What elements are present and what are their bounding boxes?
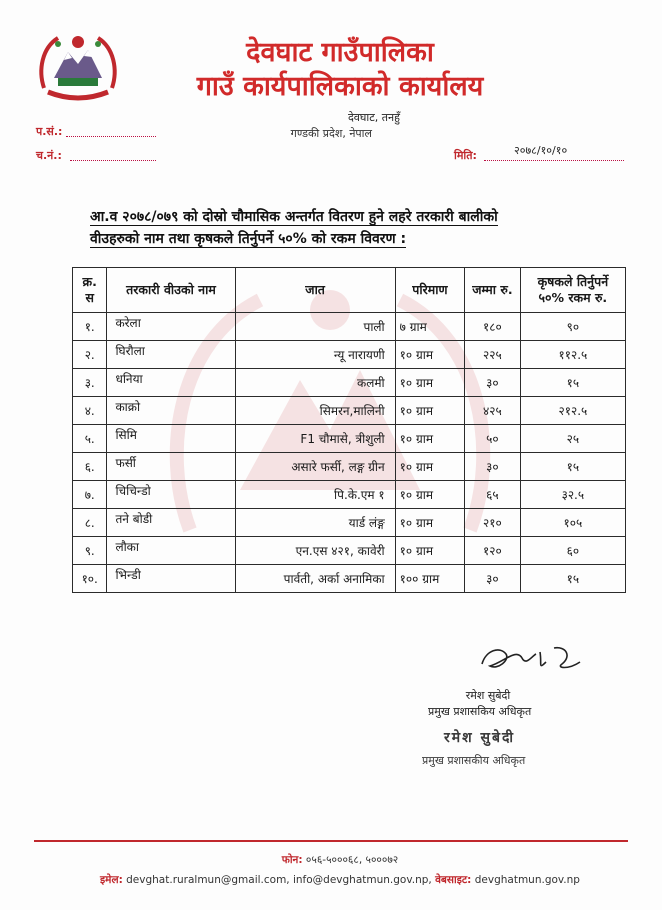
cell-amount: ३० — [465, 369, 521, 397]
header-qty: परिमाण — [395, 268, 464, 313]
cell-sn: १. — [73, 313, 107, 341]
website-value[interactable]: devghatmun.gov.np — [474, 874, 580, 886]
office-address-line2: गण्डकी प्रदेश, नेपाल — [290, 127, 372, 140]
cell-name: धनिया — [107, 369, 235, 397]
signatory-stamp — [422, 728, 642, 768]
signature-mark — [476, 640, 586, 680]
chn-line — [70, 160, 156, 161]
cell-qty: १० ग्राम — [395, 453, 464, 481]
table-row — [73, 481, 626, 509]
office-name — [150, 36, 530, 104]
cell-sn: ५. — [73, 425, 107, 453]
seed-distribution-table — [72, 267, 626, 593]
cell-variety: सिमरन,मालिनी — [235, 397, 395, 425]
cell-variety: पि.के.एम १ — [235, 481, 395, 509]
date-value: २०७८/१०/१० — [514, 144, 568, 157]
nepal-emblem-icon — [36, 30, 120, 106]
signatory-title: प्रमुख प्रशासकिय अधिकृत — [428, 705, 532, 718]
cell-pay: ९० — [520, 313, 625, 341]
cell-pay: १५ — [520, 369, 625, 397]
cell-name: भिन्डी — [107, 565, 235, 593]
cell-pay: ३२.५ — [520, 481, 625, 509]
cell-pay: १०५ — [520, 509, 625, 537]
header-sn: क्र. स — [73, 268, 107, 313]
website-label: वेबसाइट: — [435, 874, 472, 886]
email-label: इमेल: — [100, 874, 123, 886]
cell-amount: ३० — [465, 453, 521, 481]
cell-variety: कलमी — [235, 369, 395, 397]
cell-pay: ६० — [520, 537, 625, 565]
cell-sn: ४. — [73, 397, 107, 425]
cell-pay: १५ — [520, 565, 625, 593]
cell-amount: २२५ — [465, 341, 521, 369]
ps-label: प.सं.: — [36, 125, 63, 138]
cell-amount: ५० — [465, 425, 521, 453]
phone-value: ०५६-५०००६८, ५०००७२ — [305, 854, 399, 866]
cell-variety: एन.एस ४२१, कावेरी — [235, 537, 395, 565]
subject-line1: आ.व २०७८/०७९ को दोस्रो चौमासिक अन्तर्गत वितरण हुने लहरे तरकारी बालीको — [90, 209, 498, 225]
ps-line — [66, 136, 156, 137]
cell-variety: पाली — [235, 313, 395, 341]
cell-name: सिमि — [107, 425, 235, 453]
cell-amount: २१० — [465, 509, 521, 537]
signatory-name: रमेश सुबेदी — [465, 689, 511, 702]
cell-variety: असारे फर्सी, लङ्ग ग्रीन — [235, 453, 395, 481]
cell-variety: न्यू नारायणी — [235, 341, 395, 369]
cell-qty: १०० ग्राम — [395, 565, 464, 593]
footer — [60, 852, 620, 888]
office-name-line1: देवघाट गाउँपालिका — [246, 37, 434, 68]
phone-label: फोन: — [281, 854, 303, 866]
cell-variety: यार्ड लंङ्ग — [235, 509, 395, 537]
cell-qty: १० ग्राम — [395, 425, 464, 453]
cell-sn: १०. — [73, 565, 107, 593]
address-line1: देवघाट, तनहुँ — [347, 111, 400, 124]
table-row — [73, 537, 626, 565]
cell-qty: १० ग्राम — [395, 509, 464, 537]
footer-divider — [34, 840, 628, 842]
header-variety: जात — [235, 268, 395, 313]
table-row — [73, 313, 626, 341]
cell-pay: ११२.५ — [520, 341, 625, 369]
table-row — [73, 369, 626, 397]
stamp-title: प्रमुख प्रशासकीय अधिकृत — [422, 754, 526, 767]
cell-amount: १२० — [465, 537, 521, 565]
header-pay: कृषकले तिर्नुपर्ने ५०% रकम रु. — [520, 268, 625, 313]
cell-qty: १० ग्राम — [395, 341, 464, 369]
header-amount: जम्मा रु. — [465, 268, 521, 313]
stamp-name: रमेश सुबेदी — [444, 730, 516, 746]
cell-pay: २१२.५ — [520, 397, 625, 425]
date-label: मिति: — [454, 149, 477, 162]
cell-sn: ९. — [73, 537, 107, 565]
table-row — [73, 397, 626, 425]
cell-sn: २. — [73, 341, 107, 369]
cell-variety: पार्वती, अर्का अनामिका — [235, 565, 395, 593]
table-row — [73, 453, 626, 481]
cell-amount: ४२५ — [465, 397, 521, 425]
cell-qty: १० ग्राम — [395, 537, 464, 565]
table-row — [73, 509, 626, 537]
subject-line2: वीउहरुको नाम तथा कृषकले तिर्नुपर्ने ५०% को रकम विवरण : — [90, 231, 407, 247]
cell-pay: १५ — [520, 453, 625, 481]
header-name: तरकारी वीउको नाम — [107, 268, 235, 313]
subject — [90, 206, 610, 250]
table-row — [73, 425, 626, 453]
cell-qty: १० ग्राम — [395, 397, 464, 425]
table-row — [73, 341, 626, 369]
table-row — [73, 565, 626, 593]
cell-name: काक्रो — [107, 397, 235, 425]
cell-amount: ३० — [465, 565, 521, 593]
office-address — [270, 110, 400, 126]
cell-amount: १८० — [465, 313, 521, 341]
table-header-row — [73, 268, 626, 313]
cell-name: तने बोडी — [107, 509, 235, 537]
cell-sn: ७. — [73, 481, 107, 509]
cell-name: करेला — [107, 313, 235, 341]
date-line — [484, 160, 624, 161]
cell-sn: ६. — [73, 453, 107, 481]
cell-sn: ३. — [73, 369, 107, 397]
chn-label: च.नं.: — [36, 149, 62, 162]
signatory-block — [428, 688, 628, 720]
cell-name: घिरौला — [107, 341, 235, 369]
cell-amount: ६५ — [465, 481, 521, 509]
cell-name: चिचिन्डो — [107, 481, 235, 509]
office-name-line2: गाउँ कार्यपालिकाको कार्यालय — [196, 71, 484, 102]
cell-sn: ८. — [73, 509, 107, 537]
cell-variety: F1 चौमासे, त्रीशुली — [235, 425, 395, 453]
cell-pay: २५ — [520, 425, 625, 453]
cell-qty: १० ग्राम — [395, 481, 464, 509]
cell-name: फर्सी — [107, 453, 235, 481]
cell-qty: ७ ग्राम — [395, 313, 464, 341]
cell-qty: १० ग्राम — [395, 369, 464, 397]
email-value[interactable]: devghat.ruralmun@gmail.com, info@devghatmun.gov.np, — [126, 874, 432, 886]
cell-name: लौका — [107, 537, 235, 565]
